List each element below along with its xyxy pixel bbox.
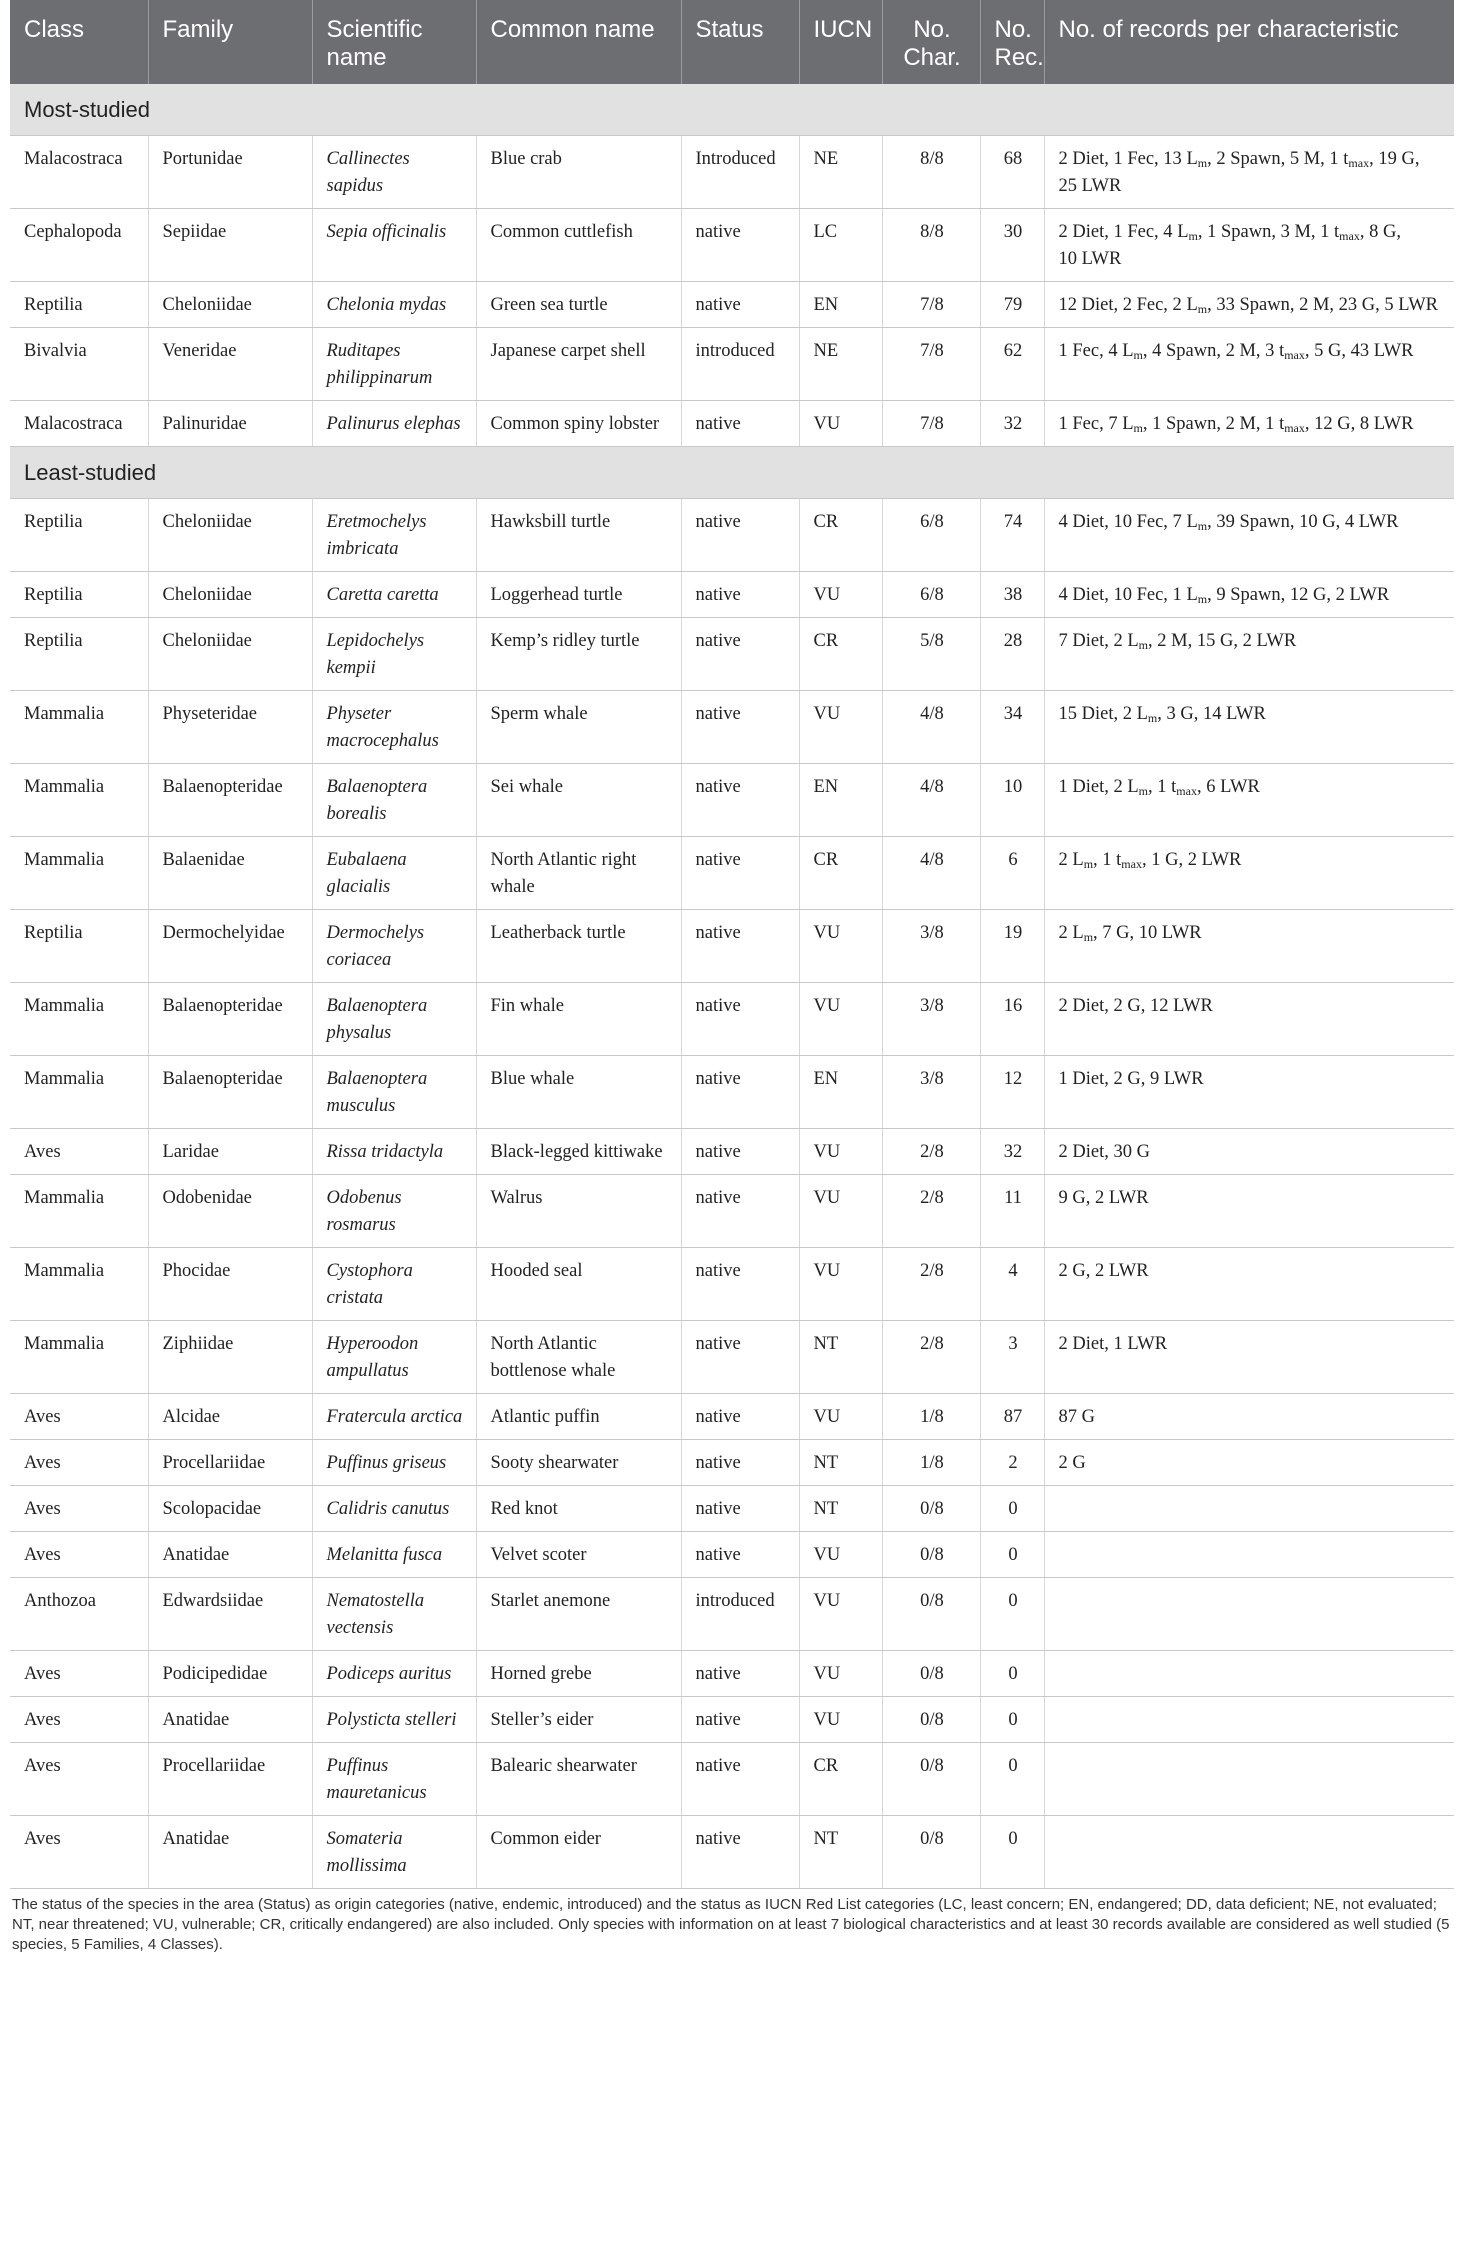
- table-row: [10, 328, 1454, 401]
- cell-scientific-name: Hyperoodon ampullatus: [312, 1321, 476, 1394]
- cell-iucn: VU: [799, 1697, 882, 1743]
- cell-status: introduced: [681, 328, 799, 401]
- cell-no-char: 7/8: [882, 328, 980, 401]
- table-row: [10, 282, 1454, 328]
- cell-no-rec: 16: [980, 983, 1044, 1056]
- cell-iucn: CR: [799, 499, 882, 572]
- header-scientific-name: Scientific name: [312, 0, 476, 84]
- table-body: [10, 84, 1454, 1889]
- table-row: [10, 499, 1454, 572]
- cell-family: Balaenopteridae: [148, 983, 312, 1056]
- cell-status: native: [681, 691, 799, 764]
- cell-status: native: [681, 1816, 799, 1889]
- cell-family: Portunidae: [148, 136, 312, 209]
- table-row: [10, 618, 1454, 691]
- table-row: [10, 1697, 1454, 1743]
- cell-no-rec: 0: [980, 1697, 1044, 1743]
- cell-status: native: [681, 209, 799, 282]
- cell-status: native: [681, 282, 799, 328]
- table-row: [10, 1532, 1454, 1578]
- cell-class: Mammalia: [10, 837, 148, 910]
- cell-records: [1044, 1651, 1454, 1697]
- cell-scientific-name: Podiceps auritus: [312, 1651, 476, 1697]
- cell-iucn: NT: [799, 1816, 882, 1889]
- table-row: [10, 1578, 1454, 1651]
- species-table: [10, 0, 1454, 1889]
- cell-status: native: [681, 764, 799, 837]
- cell-no-char: 1/8: [882, 1440, 980, 1486]
- cell-iucn: NT: [799, 1440, 882, 1486]
- cell-common-name: Common eider: [476, 1816, 681, 1889]
- cell-common-name: Red knot: [476, 1486, 681, 1532]
- cell-status: native: [681, 1175, 799, 1248]
- cell-no-rec: 0: [980, 1532, 1044, 1578]
- table-row: [10, 764, 1454, 837]
- cell-status: native: [681, 1486, 799, 1532]
- table-row: [10, 837, 1454, 910]
- cell-no-rec: 87: [980, 1394, 1044, 1440]
- cell-records: 2 Diet, 2 G, 12 LWR: [1044, 983, 1454, 1056]
- cell-family: Procellariidae: [148, 1743, 312, 1816]
- cell-iucn: VU: [799, 401, 882, 447]
- cell-no-rec: 0: [980, 1486, 1044, 1532]
- cell-scientific-name: Chelonia mydas: [312, 282, 476, 328]
- cell-no-char: 0/8: [882, 1697, 980, 1743]
- cell-no-char: 3/8: [882, 1056, 980, 1129]
- header-no-char: No. Char.: [882, 0, 980, 84]
- cell-iucn: VU: [799, 1651, 882, 1697]
- table-row: [10, 1816, 1454, 1889]
- cell-common-name: Sei whale: [476, 764, 681, 837]
- cell-no-rec: 11: [980, 1175, 1044, 1248]
- cell-common-name: Black-legged kittiwake: [476, 1129, 681, 1175]
- cell-family: Cheloniidae: [148, 572, 312, 618]
- cell-records: 2 Diet, 1 Fec, 4 $L_m$, 1 Spawn, 3 M, 1 $t_{max}$, 8 G, 10 LWR: [1044, 209, 1454, 282]
- cell-class: Aves: [10, 1394, 148, 1440]
- cell-iucn: EN: [799, 282, 882, 328]
- cell-iucn: VU: [799, 983, 882, 1056]
- cell-no-rec: 30: [980, 209, 1044, 282]
- cell-iucn: VU: [799, 1394, 882, 1440]
- cell-scientific-name: Puffinus mauretanicus: [312, 1743, 476, 1816]
- cell-iucn: VU: [799, 691, 882, 764]
- cell-no-char: 4/8: [882, 764, 980, 837]
- table-row: [10, 1175, 1454, 1248]
- table-container: [10, 0, 1454, 1955]
- cell-status: native: [681, 1440, 799, 1486]
- cell-scientific-name: Eubalaena glacialis: [312, 837, 476, 910]
- cell-no-rec: 62: [980, 328, 1044, 401]
- cell-class: Aves: [10, 1486, 148, 1532]
- cell-records: [1044, 1578, 1454, 1651]
- cell-common-name: Sperm whale: [476, 691, 681, 764]
- header-class: Class: [10, 0, 148, 84]
- cell-family: Cheloniidae: [148, 282, 312, 328]
- cell-scientific-name: Caretta caretta: [312, 572, 476, 618]
- cell-status: native: [681, 618, 799, 691]
- cell-common-name: Kemp’s ridley turtle: [476, 618, 681, 691]
- cell-status: native: [681, 1248, 799, 1321]
- cell-no-char: 7/8: [882, 282, 980, 328]
- cell-no-char: 2/8: [882, 1129, 980, 1175]
- cell-scientific-name: Callinectes sapidus: [312, 136, 476, 209]
- cell-iucn: VU: [799, 1578, 882, 1651]
- cell-class: Reptilia: [10, 618, 148, 691]
- cell-iucn: NT: [799, 1486, 882, 1532]
- cell-no-rec: 4: [980, 1248, 1044, 1321]
- cell-class: Aves: [10, 1440, 148, 1486]
- cell-scientific-name: Eretmochelys imbricata: [312, 499, 476, 572]
- cell-family: Veneridae: [148, 328, 312, 401]
- cell-common-name: Blue crab: [476, 136, 681, 209]
- cell-class: Reptilia: [10, 282, 148, 328]
- cell-common-name: Common spiny lobster: [476, 401, 681, 447]
- cell-common-name: Green sea turtle: [476, 282, 681, 328]
- cell-iucn: VU: [799, 910, 882, 983]
- cell-status: native: [681, 1394, 799, 1440]
- cell-class: Mammalia: [10, 983, 148, 1056]
- cell-no-char: 3/8: [882, 910, 980, 983]
- cell-common-name: North Atlantic right whale: [476, 837, 681, 910]
- cell-iucn: VU: [799, 1129, 882, 1175]
- cell-family: Balaenopteridae: [148, 764, 312, 837]
- cell-status: Introduced: [681, 136, 799, 209]
- table-row: [10, 910, 1454, 983]
- cell-class: Malacostraca: [10, 136, 148, 209]
- cell-no-char: 0/8: [882, 1743, 980, 1816]
- cell-no-char: 2/8: [882, 1321, 980, 1394]
- cell-scientific-name: Rissa tridactyla: [312, 1129, 476, 1175]
- cell-family: Physeteridae: [148, 691, 312, 764]
- cell-family: Procellariidae: [148, 1440, 312, 1486]
- cell-status: native: [681, 1697, 799, 1743]
- cell-class: Aves: [10, 1129, 148, 1175]
- cell-records: 1 Diet, 2 G, 9 LWR: [1044, 1056, 1454, 1129]
- cell-status: native: [681, 1532, 799, 1578]
- cell-records: 2 $L_m$, 1 $t_{max}$, 1 G, 2 LWR: [1044, 837, 1454, 910]
- cell-no-rec: 2: [980, 1440, 1044, 1486]
- cell-no-char: 6/8: [882, 572, 980, 618]
- cell-common-name: Leatherback turtle: [476, 910, 681, 983]
- cell-records: 9 G, 2 LWR: [1044, 1175, 1454, 1248]
- cell-family: Sepiidae: [148, 209, 312, 282]
- cell-common-name: Horned grebe: [476, 1651, 681, 1697]
- cell-no-rec: 32: [980, 1129, 1044, 1175]
- cell-family: Cheloniidae: [148, 499, 312, 572]
- cell-common-name: Starlet anemone: [476, 1578, 681, 1651]
- cell-common-name: Japanese carpet shell: [476, 328, 681, 401]
- cell-class: Reptilia: [10, 572, 148, 618]
- table-row: [10, 1321, 1454, 1394]
- cell-records: 7 Diet, 2 $L_m$, 2 M, 15 G, 2 LWR: [1044, 618, 1454, 691]
- table-row: [10, 1394, 1454, 1440]
- cell-records: [1044, 1697, 1454, 1743]
- cell-no-char: 4/8: [882, 837, 980, 910]
- cell-iucn: VU: [799, 1248, 882, 1321]
- cell-no-rec: 38: [980, 572, 1044, 618]
- cell-class: Mammalia: [10, 691, 148, 764]
- cell-common-name: Steller’s eider: [476, 1697, 681, 1743]
- cell-records: 2 G: [1044, 1440, 1454, 1486]
- table-footnote: The status of the species in the area (Status) as origin categories (native, endemic, introduced) and the status as IUCN Red List categories (LC, least concern; EN, endangered; DD, data deficient; NE, not evaluated; NT, near threatened; VU, vulnerable; CR, critically endangered) are also included. Only species with information on at least 7 biological characteristics and at least 30 records available are considered as well studied (5 species, 5 Families, 4 Classes).: [12, 1896, 1450, 1953]
- cell-no-rec: 68: [980, 136, 1044, 209]
- header-row: [10, 0, 1454, 84]
- cell-iucn: EN: [799, 764, 882, 837]
- cell-class: Cephalopoda: [10, 209, 148, 282]
- table-row: [10, 1486, 1454, 1532]
- header-status: Status: [681, 0, 799, 84]
- cell-common-name: Loggerhead turtle: [476, 572, 681, 618]
- cell-iucn: NE: [799, 136, 882, 209]
- cell-no-rec: 0: [980, 1743, 1044, 1816]
- group-row: [10, 84, 1454, 136]
- cell-status: native: [681, 1651, 799, 1697]
- cell-records: 15 Diet, 2 $L_m$, 3 G, 14 LWR: [1044, 691, 1454, 764]
- table-row: [10, 1129, 1454, 1175]
- cell-no-char: 0/8: [882, 1532, 980, 1578]
- cell-iucn: LC: [799, 209, 882, 282]
- cell-no-rec: 6: [980, 837, 1044, 910]
- cell-records: 87 G: [1044, 1394, 1454, 1440]
- cell-iucn: CR: [799, 1743, 882, 1816]
- cell-records: 2 Diet, 30 G: [1044, 1129, 1454, 1175]
- cell-family: Anatidae: [148, 1697, 312, 1743]
- cell-no-rec: 0: [980, 1816, 1044, 1889]
- cell-records: 1 Fec, 4 $L_m$, 4 Spawn, 2 M, 3 $t_{max}$, 5 G, 43 LWR: [1044, 328, 1454, 401]
- cell-family: Balaenopteridae: [148, 1056, 312, 1129]
- cell-common-name: Fin whale: [476, 983, 681, 1056]
- cell-status: native: [681, 837, 799, 910]
- table-row: [10, 1056, 1454, 1129]
- header-iucn: IUCN: [799, 0, 882, 84]
- cell-no-rec: 3: [980, 1321, 1044, 1394]
- cell-no-char: 0/8: [882, 1651, 980, 1697]
- header-records-per-characteristic: No. of records per characteristic: [1044, 0, 1454, 84]
- header-family: Family: [148, 0, 312, 84]
- cell-iucn: CR: [799, 837, 882, 910]
- cell-status: native: [681, 1321, 799, 1394]
- cell-no-rec: 28: [980, 618, 1044, 691]
- cell-class: Mammalia: [10, 764, 148, 837]
- cell-family: Phocidae: [148, 1248, 312, 1321]
- cell-no-rec: 19: [980, 910, 1044, 983]
- cell-records: [1044, 1532, 1454, 1578]
- cell-scientific-name: Palinurus elephas: [312, 401, 476, 447]
- cell-records: 2 $L_m$, 7 G, 10 LWR: [1044, 910, 1454, 983]
- table-header: [10, 0, 1454, 84]
- cell-scientific-name: Somateria mollissima: [312, 1816, 476, 1889]
- cell-status: native: [681, 1743, 799, 1816]
- cell-common-name: North Atlantic bottlenose whale: [476, 1321, 681, 1394]
- cell-common-name: Blue whale: [476, 1056, 681, 1129]
- group-label: Most-studied: [10, 84, 1454, 136]
- cell-scientific-name: Melanitta fusca: [312, 1532, 476, 1578]
- cell-scientific-name: Puffinus griseus: [312, 1440, 476, 1486]
- cell-scientific-name: Fratercula arctica: [312, 1394, 476, 1440]
- cell-iucn: NE: [799, 328, 882, 401]
- cell-family: Podicipedidae: [148, 1651, 312, 1697]
- cell-no-rec: 79: [980, 282, 1044, 328]
- table-row: [10, 572, 1454, 618]
- cell-class: Mammalia: [10, 1248, 148, 1321]
- cell-no-char: 8/8: [882, 136, 980, 209]
- cell-common-name: Hooded seal: [476, 1248, 681, 1321]
- cell-status: native: [681, 1056, 799, 1129]
- cell-family: Alcidae: [148, 1394, 312, 1440]
- cell-family: Odobenidae: [148, 1175, 312, 1248]
- cell-common-name: Velvet scoter: [476, 1532, 681, 1578]
- cell-scientific-name: Dermochelys coriacea: [312, 910, 476, 983]
- cell-family: Palinuridae: [148, 401, 312, 447]
- cell-no-rec: 34: [980, 691, 1044, 764]
- cell-status: introduced: [681, 1578, 799, 1651]
- cell-records: 12 Diet, 2 Fec, 2 $L_m$, 33 Spawn, 2 M, 23 G, 5 LWR: [1044, 282, 1454, 328]
- cell-iucn: NT: [799, 1321, 882, 1394]
- cell-class: Aves: [10, 1532, 148, 1578]
- cell-class: Reptilia: [10, 499, 148, 572]
- cell-records: 2 Diet, 1 Fec, 13 $L_m$, 2 Spawn, 5 M, 1 $t_{max}$, 19 G, 25 LWR: [1044, 136, 1454, 209]
- table-row: [10, 691, 1454, 764]
- cell-scientific-name: Polysticta stelleri: [312, 1697, 476, 1743]
- cell-class: Mammalia: [10, 1175, 148, 1248]
- cell-family: Dermochelyidae: [148, 910, 312, 983]
- cell-scientific-name: Sepia officinalis: [312, 209, 476, 282]
- cell-status: native: [681, 1129, 799, 1175]
- cell-iucn: EN: [799, 1056, 882, 1129]
- cell-no-char: 4/8: [882, 691, 980, 764]
- cell-common-name: Sooty shearwater: [476, 1440, 681, 1486]
- cell-scientific-name: Balaenoptera musculus: [312, 1056, 476, 1129]
- cell-status: native: [681, 572, 799, 618]
- cell-no-char: 0/8: [882, 1486, 980, 1532]
- cell-class: Aves: [10, 1697, 148, 1743]
- cell-scientific-name: Odobenus rosmarus: [312, 1175, 476, 1248]
- cell-family: Anatidae: [148, 1816, 312, 1889]
- cell-scientific-name: Calidris canutus: [312, 1486, 476, 1532]
- cell-class: Mammalia: [10, 1321, 148, 1394]
- cell-common-name: Atlantic puffin: [476, 1394, 681, 1440]
- cell-no-char: 8/8: [882, 209, 980, 282]
- cell-no-rec: 74: [980, 499, 1044, 572]
- cell-class: Aves: [10, 1816, 148, 1889]
- header-no-rec: No. Rec.: [980, 0, 1044, 84]
- cell-no-rec: 0: [980, 1651, 1044, 1697]
- cell-family: Balaenidae: [148, 837, 312, 910]
- cell-common-name: Walrus: [476, 1175, 681, 1248]
- cell-status: native: [681, 910, 799, 983]
- cell-records: [1044, 1743, 1454, 1816]
- cell-class: Reptilia: [10, 910, 148, 983]
- cell-class: Malacostraca: [10, 401, 148, 447]
- cell-iucn: VU: [799, 572, 882, 618]
- cell-family: Cheloniidae: [148, 618, 312, 691]
- cell-scientific-name: Lepidochelys kempii: [312, 618, 476, 691]
- group-row: [10, 447, 1454, 499]
- table-row: [10, 401, 1454, 447]
- cell-no-char: 3/8: [882, 983, 980, 1056]
- cell-no-char: 6/8: [882, 499, 980, 572]
- table-row: [10, 209, 1454, 282]
- cell-family: Laridae: [148, 1129, 312, 1175]
- cell-no-rec: 32: [980, 401, 1044, 447]
- group-label: Least-studied: [10, 447, 1454, 499]
- cell-no-rec: 0: [980, 1578, 1044, 1651]
- cell-records: 2 G, 2 LWR: [1044, 1248, 1454, 1321]
- cell-no-char: 5/8: [882, 618, 980, 691]
- table-row: [10, 1743, 1454, 1816]
- cell-status: native: [681, 983, 799, 1056]
- cell-scientific-name: Ruditapes philippinarum: [312, 328, 476, 401]
- cell-no-char: 7/8: [882, 401, 980, 447]
- cell-records: 4 Diet, 10 Fec, 1 $L_m$, 9 Spawn, 12 G, 2 LWR: [1044, 572, 1454, 618]
- cell-no-char: 2/8: [882, 1248, 980, 1321]
- cell-common-name: Balearic shearwater: [476, 1743, 681, 1816]
- cell-records: 4 Diet, 10 Fec, 7 $L_m$, 39 Spawn, 10 G, 4 LWR: [1044, 499, 1454, 572]
- cell-class: Anthozoa: [10, 1578, 148, 1651]
- cell-records: 1 Diet, 2 $L_m$, 1 $t_{max}$, 6 LWR: [1044, 764, 1454, 837]
- header-common-name: Common name: [476, 0, 681, 84]
- cell-scientific-name: Cystophora cristata: [312, 1248, 476, 1321]
- cell-class: Aves: [10, 1651, 148, 1697]
- cell-no-rec: 12: [980, 1056, 1044, 1129]
- cell-scientific-name: Physeter macrocephalus: [312, 691, 476, 764]
- cell-iucn: VU: [799, 1175, 882, 1248]
- cell-status: native: [681, 401, 799, 447]
- cell-no-char: 0/8: [882, 1816, 980, 1889]
- table-row: [10, 983, 1454, 1056]
- table-row: [10, 136, 1454, 209]
- cell-scientific-name: Balaenoptera borealis: [312, 764, 476, 837]
- cell-class: Mammalia: [10, 1056, 148, 1129]
- cell-no-char: 0/8: [882, 1578, 980, 1651]
- cell-common-name: Common cuttlefish: [476, 209, 681, 282]
- table-row: [10, 1651, 1454, 1697]
- cell-common-name: Hawksbill turtle: [476, 499, 681, 572]
- cell-class: Aves: [10, 1743, 148, 1816]
- cell-status: native: [681, 499, 799, 572]
- cell-family: Ziphiidae: [148, 1321, 312, 1394]
- table-row: [10, 1440, 1454, 1486]
- cell-iucn: CR: [799, 618, 882, 691]
- cell-scientific-name: Nematostella vectensis: [312, 1578, 476, 1651]
- cell-no-rec: 10: [980, 764, 1044, 837]
- cell-no-char: 2/8: [882, 1175, 980, 1248]
- cell-class: Bivalvia: [10, 328, 148, 401]
- cell-family: Edwardsiidae: [148, 1578, 312, 1651]
- cell-no-char: 1/8: [882, 1394, 980, 1440]
- cell-family: Scolopacidae: [148, 1486, 312, 1532]
- cell-family: Anatidae: [148, 1532, 312, 1578]
- cell-records: [1044, 1486, 1454, 1532]
- cell-records: [1044, 1816, 1454, 1889]
- table-row: [10, 1248, 1454, 1321]
- cell-records: 1 Fec, 7 $L_m$, 1 Spawn, 2 M, 1 $t_{max}$, 12 G, 8 LWR: [1044, 401, 1454, 447]
- cell-iucn: VU: [799, 1532, 882, 1578]
- cell-records: 2 Diet, 1 LWR: [1044, 1321, 1454, 1394]
- cell-scientific-name: Balaenoptera physalus: [312, 983, 476, 1056]
